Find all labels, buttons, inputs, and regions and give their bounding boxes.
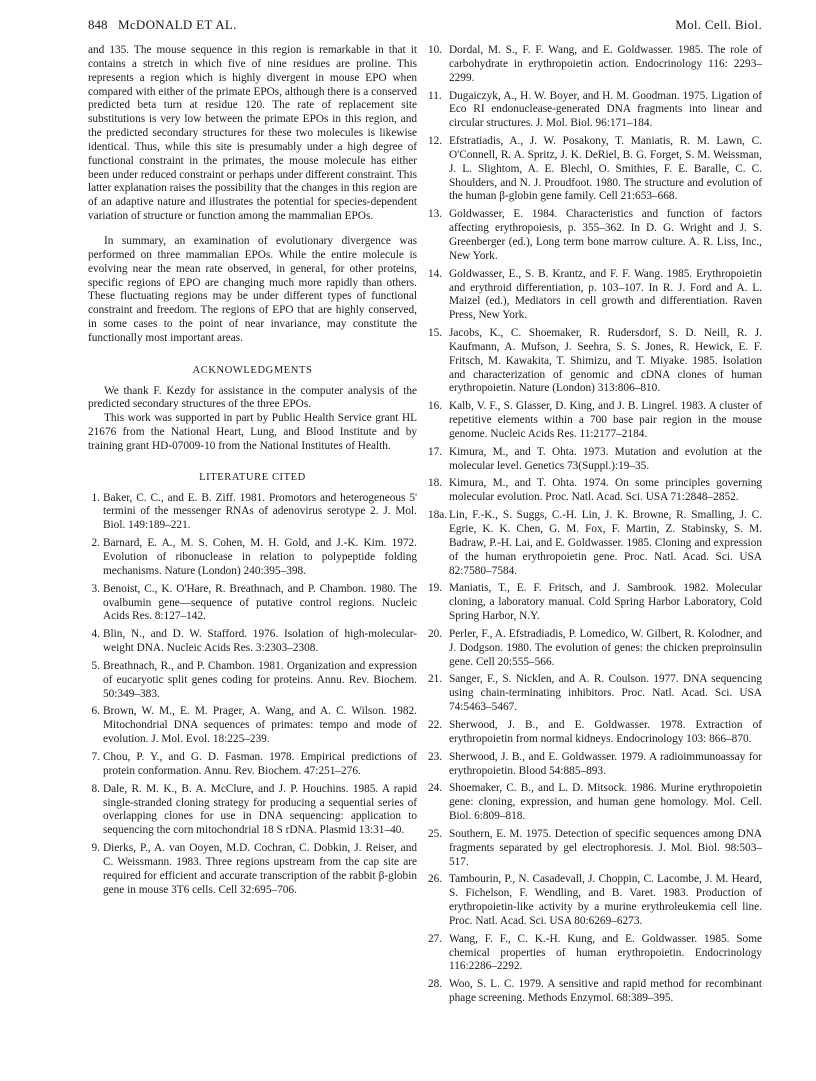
reference-number: 13. xyxy=(428,208,443,221)
reference-item xyxy=(428,828,762,870)
reference-number: 6. xyxy=(91,705,100,718)
reference-item xyxy=(428,268,762,323)
reference-number: 26. xyxy=(428,873,443,886)
reference-text: Dierks, P., A. van Ooyen, M.D. Cochran, C. Dobkin, J. Reiser, and C. Weissmann. 1983. Three regions upstream from the cap site are required for efficient and accurate transcription of the rabbit β-globin gene in mouse 3T6 cells. Cell 32:695–706. xyxy=(103,842,417,896)
reference-text: Sanger, F., S. Nicklen, and A. R. Coulson. 1977. DNA sequencing using chain-terminating inhibitors. Proc. Natl. Acad. Sci. USA 74:5463–5467. xyxy=(449,673,762,714)
reference-number: 10. xyxy=(428,44,443,56)
reference-list-left xyxy=(88,492,417,898)
reference-item xyxy=(428,782,762,824)
reference-number: 2. xyxy=(91,537,100,550)
reference-item xyxy=(428,933,762,975)
reference-text: Tambourin, P., N. Casadevall, J. Choppin, C. Lacombe, J. M. Heard, S. Fichelson, F. Wendling, and B. Varet. 1983. Production of erythropoietin-like activity by a murine erythroleukemia cell line. Proc. Natl. Acad. Sci. USA 80:6269–6273. xyxy=(449,873,762,927)
acknowledgments-paragraph: We thank F. Kezdy for assistance in the computer analysis of the predicted secondary structures of the three EPOs. xyxy=(88,384,417,411)
reference-text: Wang, F. F., C. K.-H. Kung, and E. Goldwasser. 1985. Some chemical properties of human erythropoietin. Endocrinology 116:2286–2292. xyxy=(449,932,762,973)
reference-item xyxy=(88,842,417,897)
page-number: 848 xyxy=(88,17,108,32)
reference-number: 11. xyxy=(428,89,442,102)
reference-number: 25. xyxy=(428,827,443,840)
reference-number: 22. xyxy=(428,718,443,731)
acknowledgments-heading: ACKNOWLEDGMENTS xyxy=(192,364,313,376)
reference-item xyxy=(428,327,762,396)
reference-number: 8. xyxy=(91,782,100,795)
body-paragraph: In summary, an examination of evolutionary divergence was performed on three mammalian EPOs. While the entire molecule is evolving near the mean rate observed, in general, for other proteins, specific regions of EPO are changing much more rapidly than others. These fluctuating regions may be under different types of functional constraint and freedom. The regions of EPO that are highly conserved, in some cases to the point of near invariance, may constitute the functionally most important areas. xyxy=(88,234,417,344)
reference-text: Dale, R. M. K., B. A. McClure, and J. P. Houchins. 1985. A rapid single-stranded cloning strategy for producing a sequential series of overlapping clones for use in DNA sequencing: application to sequencing the corn mitochondrial 18 S rDNA. Plasmid 13:31–40. xyxy=(103,782,417,837)
reference-text: Benoist, C., K. O'Hare, R. Breathnach, and P. Chambon. 1980. The ovalbumin gene—sequence of putative control regions. Nucleic Acids Res. 8:127–142. xyxy=(103,582,417,623)
reference-item xyxy=(428,400,762,442)
running-authors: McDONALD ET AL. xyxy=(118,17,237,32)
journal-name: Mol. Cell. Biol. xyxy=(675,17,762,32)
reference-item xyxy=(88,783,417,838)
reference-number: 4. xyxy=(91,628,100,641)
reference-number: 18a. xyxy=(428,509,448,522)
literature-heading: LITERATURE CITED xyxy=(199,471,306,483)
reference-text: Barnard, E. A., M. S. Cohen, M. H. Gold, and J.-K. Kim. 1972. Evolution of ribonuclease in relation to polypeptide folding mechanisms. Nature (London) 240:395–398. xyxy=(103,537,417,577)
reference-text: Sherwood, J. B., and E. Goldwasser. 1978. Extraction of erythropoietin from normal kidneys. Endocrinology 103: 866–870. xyxy=(449,718,762,745)
reference-text: Blin, N., and D. W. Stafford. 1976. Isolation of high-molecular-weight DNA. Nucleic Acids Res. 3:2303–2308. xyxy=(103,628,417,655)
reference-number: 7. xyxy=(91,750,100,763)
reference-item xyxy=(428,628,762,670)
reference-item xyxy=(428,44,762,86)
reference-text: Dordal, M. S., F. F. Wang, and E. Goldwasser. 1985. The role of carbohydrate in erythropoietin action. Endocrinology 116: 2293–2299. xyxy=(449,44,762,84)
reference-text: Perler, F., A. Efstradiadis, P. Lomedico, W. Gilbert, R. Kolodner, and J. Dodgson. 1980. The evolution of genes: the chicken preproinsulin gene. Cell 20:555–566. xyxy=(449,627,762,668)
reference-item xyxy=(428,208,762,263)
right-column xyxy=(428,44,762,1010)
reference-item xyxy=(88,751,417,779)
reference-text: Baker, C. C., and E. B. Ziff. 1981. Promotors and heterogeneous 5' termini of the messenger RNAs of adenovirus serotype 2. J. Mol. Biol. 149:189–221. xyxy=(103,491,417,532)
reference-number: 27. xyxy=(428,932,443,945)
reference-number: 17. xyxy=(428,445,443,458)
reference-text: Woo, S. L. C. 1979. A sensitive and rapid method for recombinant phage screening. Methods Enzymol. 68:389–395. xyxy=(449,978,762,1005)
reference-item xyxy=(428,477,762,505)
reference-text: Kimura, M., and T. Ohta. 1973. Mutation and evolution at the molecular level. Genetics 73(Suppl.):19–35. xyxy=(449,445,762,472)
reference-item xyxy=(428,90,762,132)
reference-item xyxy=(428,751,762,779)
reference-number: 19. xyxy=(428,582,443,595)
body-paragraph: and 135. The mouse sequence in this region is remarkable in that it contains a stretch in which five of nine residues are proline. This represents a region which is highly divergent in mouse EPO when compared with either of the primate EPOs, although there is a conserved predicted beta turn at residue 120. The rate of replacement site substitutions is very low between the primate EPOs in this region, and the predicted secondary structures for these two molecules is likewise identical. Thus, while this site is presumably under a high degree of functional constraint in the primates, the mouse molecule has either been under reduced constraint or perhaps under different constraint. This latter explanation raises the possibility that the changes in this region are of an adaptive nature and illustrates the potential for species-dependent variation of structure or function among the mammalian EPOs. xyxy=(88,44,417,223)
reference-item xyxy=(88,537,417,579)
reference-number: 1. xyxy=(91,491,100,504)
reference-number: 21. xyxy=(428,673,443,686)
reference-text: Maniatis, T., E. F. Fritsch, and J. Sambrook. 1982. Molecular cloning, a laboratory manual. Cold Spring Harbor Laboratory, Cold Spring Harbor, N.Y. xyxy=(449,582,762,623)
reference-number: 9. xyxy=(91,842,100,855)
reference-text: Shoemaker, C. B., and L. D. Mitsock. 1986. Murine erythropoietin gene: cloning, expression, and human gene homology. Mol. Cell. Biol. 6:809–818. xyxy=(449,782,762,823)
reference-text: Brown, W. M., E. M. Prager, A. Wang, and A. C. Wilson. 1982. Mitochondrial DNA sequences of primates: tempo and mode of evolution. J. Mol. Evol. 18:225–239. xyxy=(103,705,417,746)
reference-number: 18. xyxy=(428,477,443,490)
reference-item xyxy=(88,660,417,702)
reference-item xyxy=(428,135,762,204)
reference-text: Breathnach, R., and P. Chambon. 1981. Organization and expression of eucaryotic split genes coding for proteins. Annu. Rev. Biochem. 50:349–383. xyxy=(103,659,417,700)
reference-item xyxy=(428,873,762,928)
reference-text: Goldwasser, E. 1984. Characteristics and function of factors affecting erythropoiesis, p. 355–362. In D. G. Wright and J. S. Greenberger (ed.), Long term bone marrow culture. A. R. Liss, Inc., New York. xyxy=(449,208,762,262)
reference-number: 14. xyxy=(428,267,443,280)
reference-number: 20. xyxy=(428,627,443,640)
reference-text: Southern, E. M. 1975. Detection of specific sequences among DNA fragments separated by gel electrophoresis. J. Mol. Biol. 98:503–517. xyxy=(449,827,762,868)
reference-text: Sherwood, J. B., and E. Goldwasser. 1979. A radioimmunoassay for erythropoietin. Blood 54:885–893. xyxy=(449,750,762,777)
reference-item xyxy=(88,583,417,625)
reference-item xyxy=(88,705,417,747)
reference-number: 15. xyxy=(428,327,443,340)
reference-item xyxy=(428,978,762,1006)
reference-text: Lin, F.-K., S. Suggs, C.-H. Lin, J. K. Browne, R. Smalling, J. C. Egrie, K. K. Chen, G. M. Fox, F. Martin, Z. Stabinsky, S. M. Badraw, P.-H. Lai, and E. Goldwasser. 1985. Cloning and expression of the human erythropoietin gene. Proc. Natl. Acad. Sci. USA 82:7580–7584. xyxy=(449,509,762,577)
reference-item xyxy=(428,582,762,624)
reference-item xyxy=(428,446,762,474)
left-column xyxy=(88,44,417,901)
reference-text: Dugaiczyk, A., H. W. Boyer, and H. M. Goodman. 1975. Ligation of Eco RI endonuclease-generated DNA fragments into linear and circular structures. J. Mol. Biol. 96:171–184. xyxy=(449,89,762,130)
reference-list-right xyxy=(428,44,762,1006)
reference-text: Jacobs, K., C. Shoemaker, R. Rudersdorf, S. D. Neill, R. J. Kaufmann, A. Mufson, J. Seehra, S. S. Jones, R. Hewick, E. F. Fritsch, M. Kawakita, T. Shimizu, and T. Miyake. 1985. Isolation and characterization of genomic and cDNA clones of human erythropoietin. Nature (London) 313:806–810. xyxy=(449,327,762,395)
reference-number: 24. xyxy=(428,782,443,795)
reference-text: Kimura, M., and T. Ohta. 1974. On some principles governing molecular evolution. Proc. Natl. Acad. Sci. USA 71:2848–2852. xyxy=(449,477,762,504)
reference-item xyxy=(88,492,417,534)
reference-number: 16. xyxy=(428,400,443,413)
reference-text: Kalb, V. F., S. Glasser, D. King, and J. B. Lingrel. 1983. A cluster of repetitive elements within a 700 base pair region in the mouse genome. Nucleic Acids Res. 11:2177–2184. xyxy=(449,400,762,440)
reference-item xyxy=(88,628,417,656)
reference-number: 3. xyxy=(91,582,100,595)
reference-text: Goldwasser, E., S. B. Krantz, and F. F. Wang. 1985. Erythropoietin and erythroid differentiation, p. 103–107. In R. J. Ford and A. L. Maizel (ed.), Mediators in cell growth and differentiation. Raven Press, New York. xyxy=(449,267,762,322)
reference-number: 12. xyxy=(428,135,443,148)
reference-number: 5. xyxy=(91,659,100,672)
page-header xyxy=(88,17,762,33)
acknowledgments-paragraph: This work was supported in part by Public Health Service grant HL 21676 from the National Heart, Lung, and Blood Institute and by training grant HD-07009-10 from the National Institutes of Health. xyxy=(88,412,417,452)
reference-item xyxy=(428,673,762,715)
reference-number: 23. xyxy=(428,750,443,763)
reference-item xyxy=(428,509,762,578)
reference-item xyxy=(428,719,762,747)
reference-text: Chou, P. Y., and G. D. Fasman. 1978. Empirical predictions of protein conformation. Annu. Rev. Biochem. 47:251–276. xyxy=(103,750,417,777)
reference-number: 28. xyxy=(428,978,443,991)
reference-text: Efstratiadis, A., J. W. Posakony, T. Maniatis, R. M. Lawn, C. O'Connell, R. A. Spritz, J. K. DeRiel, B. G. Forget, S. M. Weissman, J. L. Slightom, A. E. Blechl, O. Smithies, F. E. Baralle, C. C. Shoulders, and N. J. Proudfoot. 1980. The structure and evolution of the human β-globin gene family. Cell 21:653–668. xyxy=(449,135,762,203)
